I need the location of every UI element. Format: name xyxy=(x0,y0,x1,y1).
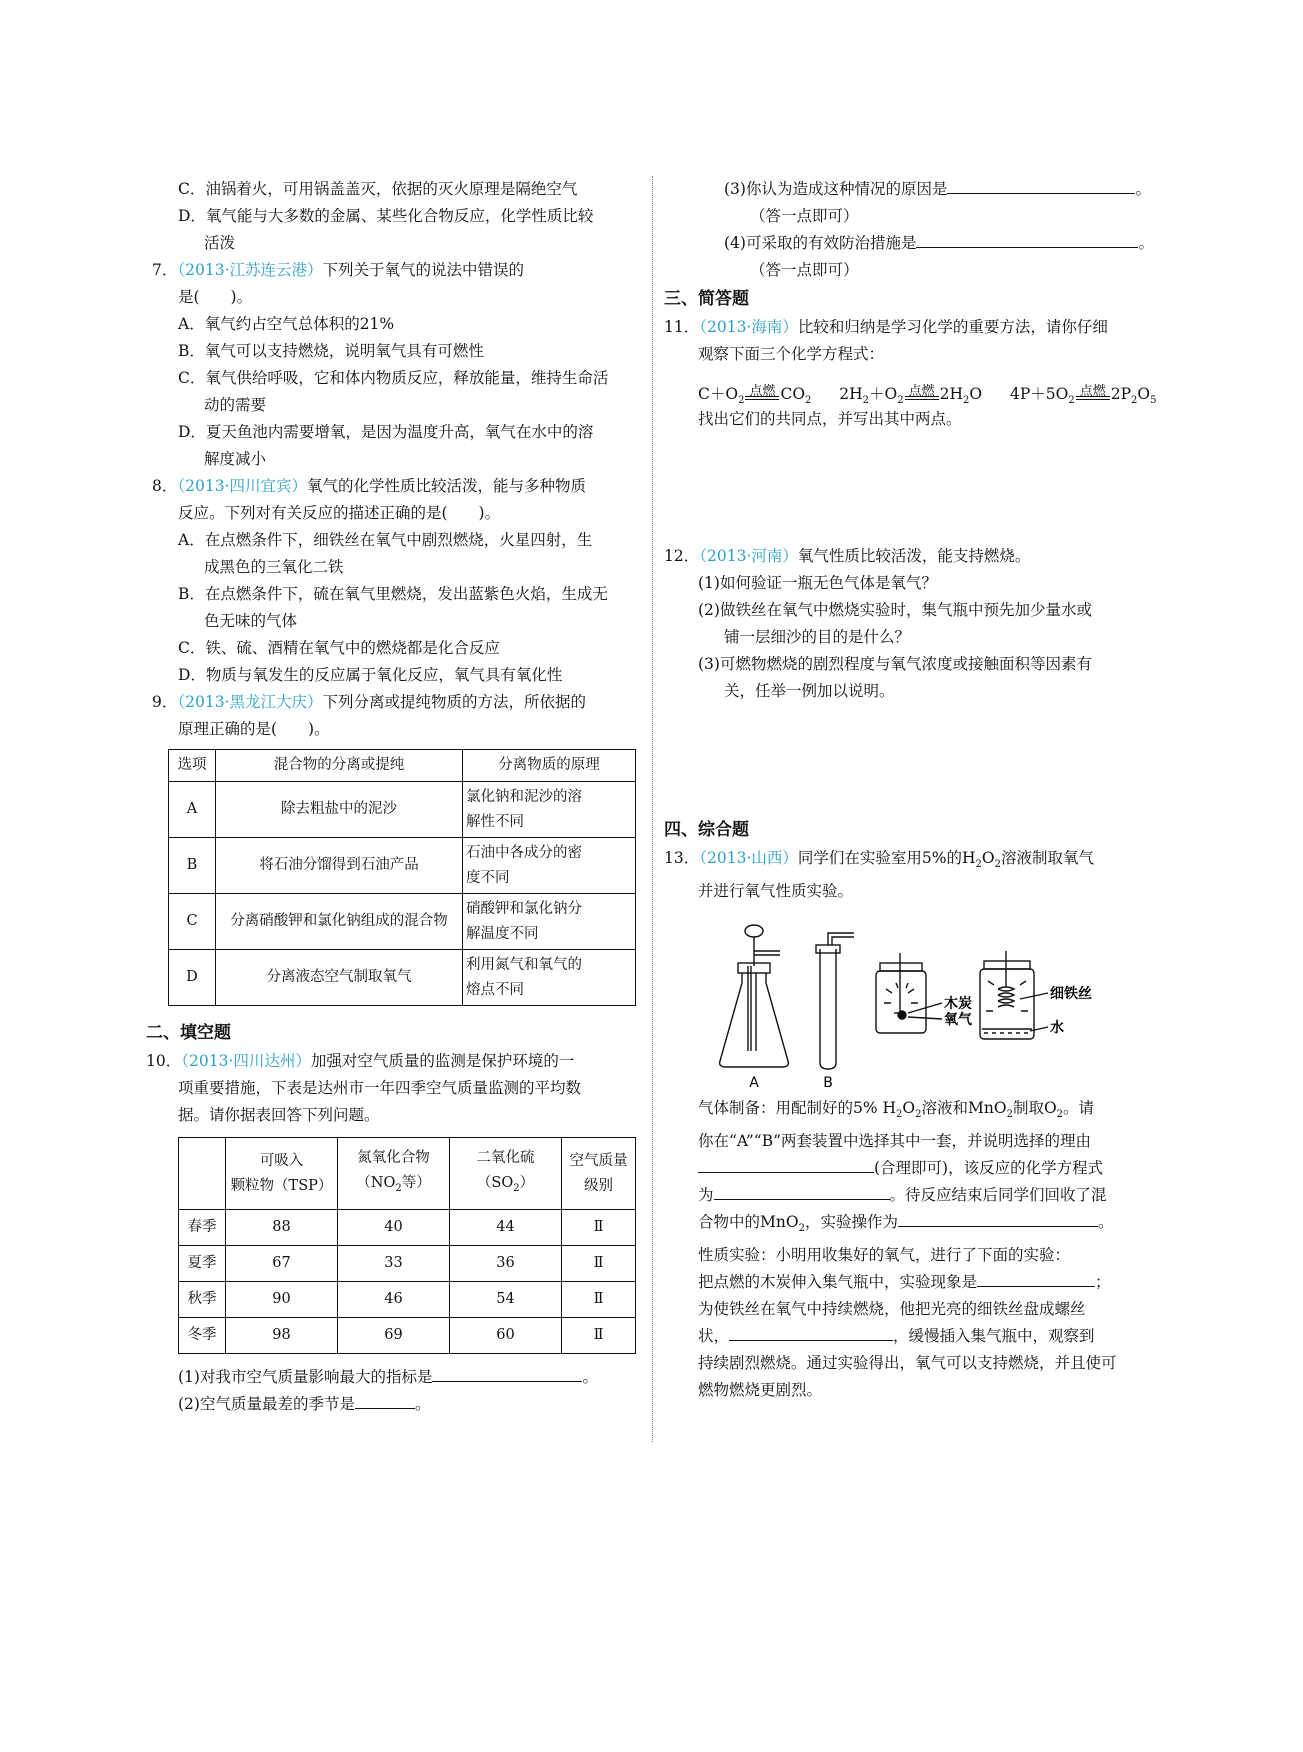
q10-part1: (1)对我市空气质量影响最大的指标是 。 xyxy=(152,1364,640,1391)
q10-part4-blank[interactable] xyxy=(916,230,1138,248)
table-row xyxy=(179,1318,636,1354)
q8-source: （2013·四川宜宾） xyxy=(177,477,307,495)
q12-source: （2013·河南） xyxy=(699,547,798,565)
q10-header-empty xyxy=(179,1138,226,1210)
q7-option-d-cont: 解度减小 xyxy=(204,450,267,468)
q7-option-d: D．夏天鱼池内需要增氧，是因为温度升高，氧气在水中的溶 xyxy=(178,423,594,441)
figure-label-b: B xyxy=(823,1075,833,1092)
q8-number: 8． xyxy=(152,477,178,495)
q7-source: （2013·江苏连云港） xyxy=(177,261,323,279)
q13-line8: 为使铁丝在氧气中持续燃烧，他把光亮的细铁丝盘成螺丝 xyxy=(698,1300,1086,1319)
right-column xyxy=(664,176,1162,1404)
table-cell: B xyxy=(169,838,216,894)
q10-part2-blank[interactable] xyxy=(355,1391,415,1409)
table-row xyxy=(169,894,636,950)
table-cell: 春季 xyxy=(179,1210,226,1246)
table-cell: 石油中各成分的密 度不同 xyxy=(463,838,636,894)
q10-stem-cont2: 据。请你据表回答下列问题。 xyxy=(178,1106,380,1124)
table-cell: 36 xyxy=(450,1246,562,1282)
q12-stem xyxy=(664,543,1162,570)
q8-stem xyxy=(152,473,640,500)
table-cell: 67 xyxy=(226,1246,338,1282)
table-cell: Ⅱ xyxy=(562,1282,636,1318)
table-cell: 氯化钠和泥沙的溶 解性不同 xyxy=(463,782,636,838)
q13-equation-blank[interactable] xyxy=(714,1182,890,1200)
q9-header-option: 选项 xyxy=(169,750,216,782)
q10-header-tsp: 可吸入 颗粒物（TSP） xyxy=(226,1138,338,1210)
figure-label-charcoal: 木炭 xyxy=(944,996,972,1013)
q12-part2-cont: 铺一层细沙的目的是什么？ xyxy=(724,628,911,646)
table-row xyxy=(169,838,636,894)
q10-part2: (2)空气质量最差的季节是 。 xyxy=(152,1391,640,1418)
q12-part3-cont: 关，任举一例加以说明。 xyxy=(724,682,895,700)
q7-stem xyxy=(152,257,640,284)
figure-label-water: 水 xyxy=(1050,1020,1064,1037)
q8-option-d: D．物质与氧发生的反应属于氧化反应，氧气具有氧化性 xyxy=(178,666,563,684)
table-cell: C xyxy=(169,894,216,950)
section-fill-blank-heading: 二、填空题 xyxy=(146,1023,231,1043)
q12-number: 12． xyxy=(664,547,700,565)
q10-text: 加强对空气质量的监测是保护环境的一 xyxy=(310,1052,575,1070)
q13-line10: 持续剧烈燃烧。通过实验得出，氧气可以支持燃烧，并且使可 xyxy=(698,1354,1117,1373)
table-cell: 33 xyxy=(338,1246,450,1282)
q8-option-a-cont: 成黑色的三氧化二铁 xyxy=(204,558,344,576)
table-cell: 98 xyxy=(226,1318,338,1354)
q10-part4-note: （答一点即可） xyxy=(750,261,859,279)
q11-stem-cont: 观察下面三个化学方程式： xyxy=(698,345,885,363)
table-cell: 夏季 xyxy=(179,1246,226,1282)
q13-number: 13． xyxy=(664,849,700,867)
table-cell: 60 xyxy=(450,1318,562,1354)
q12-part3: (3)可燃物燃烧的剧烈程度与氧气浓度或接触面积等因素有 xyxy=(698,655,1092,673)
q8-option-a: A．在点燃条件下，细铁丝在氧气中剧烈燃烧，火星四射，生 xyxy=(178,531,593,549)
q13-line6: 性质实验：小明用收集好的氧气，进行了下面的实验： xyxy=(698,1246,1071,1265)
q10-table xyxy=(178,1137,636,1354)
q12-text: 氧气性质比较活泼，能支持燃烧。 xyxy=(797,547,1031,565)
table-cell: A xyxy=(169,782,216,838)
q13-line4: 为 。待反应结束后同学们回收了混 xyxy=(698,1182,1162,1209)
table-cell: 利用氮气和氧气的 熔点不同 xyxy=(463,950,636,1006)
q12-part1: (1)如何验证一瓶无色气体是氧气？ xyxy=(698,574,937,592)
q7-option-c: C．氧气供给呼吸，它和体内物质反应，释放能量，维持生命活 xyxy=(178,369,609,387)
q10-part4: (4)可采取的有效防治措施是 。 xyxy=(698,230,1162,257)
apparatus-a-icon xyxy=(720,925,789,1067)
q13-source: （2013·山西） xyxy=(699,849,798,867)
q6-option-d: D．氧气能与大多数的金属、某些化合物反应，化学性质比较 xyxy=(178,207,594,225)
q9-table xyxy=(168,749,636,1006)
q13-reason-blank[interactable] xyxy=(698,1155,874,1173)
table-cell: 54 xyxy=(450,1282,562,1318)
q8-option-b-cont: 色无味的气体 xyxy=(204,612,298,630)
table-row xyxy=(179,1246,636,1282)
q7-option-b: B．氧气可以支持燃烧，说明氧气具有可燃性 xyxy=(178,342,484,360)
table-cell: 除去粗盐中的泥沙 xyxy=(216,782,463,838)
table-cell: 将石油分馏得到石油产品 xyxy=(216,838,463,894)
left-column xyxy=(146,176,640,1418)
table-cell: Ⅱ xyxy=(562,1318,636,1354)
q13-line3: (合理即可)，该反应的化学方程式 xyxy=(698,1155,1162,1182)
table-cell: 分离液态空气制取氧气 xyxy=(216,950,463,1006)
table-row xyxy=(169,782,636,838)
q10-header-level: 空气质量 级别 xyxy=(562,1138,636,1210)
q13-line1: 气体制备：用配制好的5% $H_2O_2$溶液和MnO$_2$制取$O_2$。请 xyxy=(698,1099,1095,1121)
table-cell: 44 xyxy=(450,1210,562,1246)
q13-line7: 把点燃的木炭伸入集气瓶中，实验现象是 ； xyxy=(698,1269,1162,1296)
figure-label-oxygen: 氧气 xyxy=(944,1012,972,1029)
equation-1: $C+O_2$ 点燃 $CO_2$ xyxy=(698,384,812,407)
q10-source: （2013·四川达州） xyxy=(181,1052,311,1070)
q9-number: 9． xyxy=(152,693,178,711)
q13-operation-blank[interactable] xyxy=(898,1209,1098,1227)
q11-ask: 找出它们的共同点，并写出其中两点。 xyxy=(698,410,962,428)
q8-option-c: C．铁、硫、酒精在氧气中的燃烧都是化合反应 xyxy=(178,639,500,657)
q9-stem xyxy=(152,689,640,716)
table-cell: 硝酸钾和氯化钠分 解温度不同 xyxy=(463,894,636,950)
q11-answer-space[interactable] xyxy=(698,433,1162,543)
q6-option-d-cont: 活泼 xyxy=(204,234,236,252)
table-row xyxy=(179,1282,636,1318)
table-cell: 40 xyxy=(338,1210,450,1246)
table-cell: 90 xyxy=(226,1282,338,1318)
q11-source: （2013·海南） xyxy=(699,318,798,336)
q7-option-a: A．氧气约占空气总体积的21% xyxy=(178,315,395,333)
section-short-answer-heading: 三、简答题 xyxy=(664,289,749,309)
table-row xyxy=(179,1210,636,1246)
table-cell: 分离硝酸钾和氯化钠组成的混合物 xyxy=(216,894,463,950)
q13-line5: 合物中的MnO$_2$，实验操作为 。 xyxy=(698,1209,1162,1242)
q10-stem-cont: 项重要措施，下表是达州市一年四季空气质量监测的平均数 xyxy=(178,1079,582,1097)
q10-part3: (3)你认为造成这种情况的原因是 。 xyxy=(698,176,1162,203)
table-cell: Ⅱ xyxy=(562,1246,636,1282)
q10-part1-blank[interactable] xyxy=(432,1364,582,1382)
equation-2: $2H_2+O_2$ 点燃 $2H_2O$ xyxy=(839,384,983,407)
table-cell: 秋季 xyxy=(179,1282,226,1318)
table-cell: 冬季 xyxy=(179,1318,226,1354)
q7-number: 7． xyxy=(152,261,178,279)
q12-part2: (2)做铁丝在氧气中燃烧实验时，集气瓶中预先加少量水或 xyxy=(698,601,1092,619)
q8-option-b: B．在点燃条件下，硫在氧气里燃烧，发出蓝紫色火焰，生成无 xyxy=(178,585,608,603)
q10-header-so2: 二氧化硫 $(SO_2)$ xyxy=(450,1138,562,1210)
table-cell: 88 xyxy=(226,1210,338,1246)
q10-part3-blank[interactable] xyxy=(947,176,1135,194)
table-cell: Ⅱ xyxy=(562,1210,636,1246)
q11-stem xyxy=(664,314,1162,341)
apparatus-b-icon xyxy=(816,933,854,1069)
q10-header-no2: 氮氧化合物 （$NO_2$等） xyxy=(338,1138,450,1210)
q9-text: 下列分离或提纯物质的方法，所依据的 xyxy=(322,693,587,711)
q9-stem-cont: 原理正确的是( )。 xyxy=(178,720,330,738)
section-comprehensive-heading: 四、综合题 xyxy=(664,820,749,840)
table-row xyxy=(169,950,636,1006)
table-cell: 46 xyxy=(338,1282,450,1318)
q7-stem-cont: 是( )。 xyxy=(178,288,253,306)
q13-line11: 燃物燃烧更剧烈。 xyxy=(698,1381,823,1400)
q10-number: 10． xyxy=(146,1052,182,1070)
q12-answer-space[interactable] xyxy=(698,705,1162,815)
q11-equations xyxy=(698,374,1162,406)
q13-apparatus-figure xyxy=(698,911,1138,1091)
q13-line2: 你在“A”“B”两套装置中选择其中一套，并说明选择的理由 xyxy=(698,1132,1092,1151)
q13-line9: 状， ，缓慢插入集气瓶中，观察到 xyxy=(698,1323,1162,1350)
charcoal-bottle-icon xyxy=(876,953,942,1033)
q10-stem xyxy=(146,1048,640,1075)
q11-number: 11． xyxy=(664,318,700,336)
q13-phenomenon-blank[interactable] xyxy=(977,1269,1095,1287)
q7-option-c-cont: 动的需要 xyxy=(204,396,267,414)
q8-text: 氧气的化学性质比较活泼，能与多种物质 xyxy=(307,477,587,495)
figure-label-a: A xyxy=(749,1075,759,1092)
q6-option-c: C．油锅着火，可用锅盖盖灭，依据的灭火原理是隔绝空气 xyxy=(178,180,578,198)
equation-3: $4P+5O_2$ 点燃 $2P_2O_5$ xyxy=(1010,384,1157,407)
iron-wire-bottle-icon xyxy=(980,951,1048,1039)
q9-source: （2013·黑龙江大庆） xyxy=(177,693,323,711)
q8-stem-cont: 反应。下列对有关反应的描述正确的是( )。 xyxy=(178,504,501,522)
q13-stem: 13．（2013·山西）同学们在实验室用5%的$H_2O_2$溶液制取氧气 xyxy=(664,849,1094,871)
column-divider xyxy=(652,176,653,1442)
table-cell: 69 xyxy=(338,1318,450,1354)
figure-label-iron-wire: 细铁丝 xyxy=(1050,986,1092,1003)
q9-header-principle: 分离物质的原理 xyxy=(463,750,636,782)
q11-text: 比较和归纳是学习化学的重要方法，请你仔细 xyxy=(797,318,1108,336)
q13-step-blank[interactable] xyxy=(729,1323,893,1341)
q9-header-mixture: 混合物的分离或提纯 xyxy=(216,750,463,782)
q7-text: 下列关于氧气的说法中错误的 xyxy=(322,261,525,279)
q13-stem-cont: 并进行氧气性质实验。 xyxy=(698,882,854,901)
q10-part3-note: （答一点即可） xyxy=(750,207,859,225)
table-cell: D xyxy=(169,950,216,1006)
